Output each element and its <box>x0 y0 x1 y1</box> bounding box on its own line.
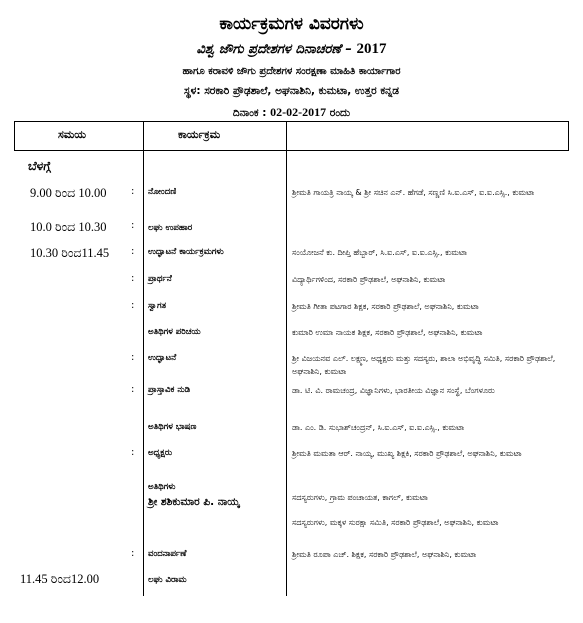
table-right-border <box>568 121 569 151</box>
table-row-details: ವಿದ್ಯಾರ್ಥಿಗಳಿಂದ, ಸರಕಾರಿ ಪ್ರೌಢಶಾಲೆ, ಅಘನಾಶಿನಿ, ಕುಮಟಾ <box>292 275 446 284</box>
table-row-details: ಶ್ರೀ ವಿಜಯನವ ಎಲ್. ಲಕ್ಷ್ಮಣ, ಅಧ್ಯಕ್ಷರು ಮತ್ತು ಸದಸ್ಯರು, ಶಾಲಾ ಅಭಿವೃದ್ಧಿ ಸಮಿತಿ, ಸರಕಾರಿ ಪ್ರೌಢಶಾಲೆ, ಅಘನಾಶಿನಿ, ಕುಮಟಾ <box>292 354 556 376</box>
workshop-line: ಹಾಗೂ ಕರಾವಳಿ ಜೌಗು ಪ್ರದೇಶಗಳ ಸಂರಕ್ಷಣಾ ಮಾಹಿತಿ ಕಾರ್ಯಾಗಾರ <box>182 66 401 77</box>
table-row-details: ಡಾ. ಎಂ. ಡಿ. ಸುಭಾಶ್‌ಚಂದ್ರನ್, ಸಿ.ಐ.ಎಸ್, ಐ.ಐ.ಎಸ್ಸಿ., ಕುಮಟಾ <box>292 423 465 432</box>
row-colon: : <box>131 447 135 458</box>
table-top-border <box>14 121 569 122</box>
row-colon: : <box>131 186 135 197</box>
date-label: ದಿನಾಂಕ : <box>232 107 267 119</box>
table-row-details: ಶ್ರೀಮತಿ ಮಮತಾ ಆರ್. ನಾಯ್ಕ, ಮುಖ್ಯ ಶಿಕ್ಷಕಿ, ಸರಕಾರಿ ಪ್ರೌಢಶಾಲೆ, ಅಘನಾಶಿನಿ, ಕುಮಟಾ <box>292 449 522 458</box>
table-row-program-name: ಶ್ರೀ ಶಶಿಕುಮಾರ ಪಿ. ನಾಯ್ಕ <box>148 496 240 508</box>
date-value: 02-02-2017 <box>270 105 327 119</box>
table-row-time: 9.00 ರಿಂದ 10.00 <box>30 186 107 200</box>
table-row-program: ಲಘು ಉಪಹಾರ <box>148 223 193 233</box>
row-colon: : <box>131 300 135 311</box>
page-title: ಕಾರ್ಯಕ್ರಮಗಳ ವಿವರಗಳು <box>219 14 364 34</box>
row-colon: : <box>131 273 135 284</box>
table-row-details: ಶ್ರೀಮತಿ ಗೀತಾ ಪಟಗಾರ ಶಿಕ್ಷಕ, ಸರಕಾರಿ ಪ್ರೌಢಶಾಲೆ, ಅಘನಾಶಿನಿ, ಕುಮಟಾ <box>292 302 479 311</box>
table-row-details: ಸಂಯೋಜನೆ ಕು. ದೀಪ್ತಿ ಹೆಬ್ಬಾರ್, ಸಿ.ಐ.ಎಸ್, ಐ.ಐ.ಎಸ್ಸಿ., ಕುಮಟಾ <box>292 248 467 257</box>
table-row-time: 11.45 ರಿಂದ12.00 <box>20 572 100 586</box>
table-row-program: ಉದ್ಘಾಟನೆ ಕಾರ್ಯಕ್ರಮಗಳು <box>148 247 224 257</box>
row-colon: : <box>131 246 135 257</box>
date-suffix: ರಂದು <box>329 107 351 119</box>
subtitle-year: 2017 <box>356 41 387 57</box>
page-subtitle <box>0 41 583 58</box>
table-row-program: ಪ್ರಾಸ್ತಾವಿಕ ನುಡಿ <box>148 385 191 395</box>
table-row-details: ಶ್ರೀಮತಿ ರೂಪಾ ಎಚ್. ಶಿಕ್ಷಕ, ಸರಕಾರಿ ಪ್ರೌಢಶಾಲೆ, ಅಘನಾಶಿನಿ, ಕುಮಟಾ <box>292 550 477 559</box>
row-colon: : <box>131 384 135 395</box>
table-row-details: ಕುಮಾರಿ ಉಮಾ ನಾಯಕ ಶಿಕ್ಷಕ, ಸರಕಾರಿ ಪ್ರೌಢಶಾಲೆ, ಅಘನಾಶಿನಿ, ಕುಮಟಾ <box>292 328 483 337</box>
column-divider-program <box>286 121 287 596</box>
table-row-program: ಪ್ರಾರ್ಥನೆ <box>148 274 172 284</box>
column-header-program: ಕಾರ್ಯಕ್ರಮ <box>178 128 221 141</box>
table-row-program: ಸ್ವಾಗತ <box>148 301 167 311</box>
date-line <box>0 105 583 120</box>
table-row-program: ಉದ್ಘಾಟನೆ <box>148 353 177 363</box>
column-header-time: ಸಮಯ <box>58 128 87 141</box>
table-left-border <box>14 121 15 151</box>
table-row-details: ಸದಸ್ಯರುಗಳು, ಮಕ್ಕಳ ಸುರಕ್ಷಾ ಸಮಿತಿ, ಸರಕಾರಿ ಪ್ರೌಢಶಾಲೆ, ಅಘನಾಶಿನಿ, ಕುಮಟಾ <box>292 518 499 527</box>
table-row-details: ಶ್ರೀಮತಿ ಗಾಯತ್ರಿ ನಾಯ್ಕ & ಶ್ರೀ ಸಚಿನ ಎನ್. ಹೆಗಡೆ, ಸಣ್ಣಣಿ ಸಿ.ಐ.ಎಸ್, ಐ.ಐ.ಎಸ್ಸಿ., ಕುಮಟಾ <box>292 188 535 197</box>
venue-line: ಸ್ಥಳ: ಸರಕಾರಿ ಪ್ರೌಢಶಾಲೆ, ಅಘನಾಶಿನಿ, ಕುಮಟಾ, ಉತ್ತರ ಕನ್ನಡ <box>184 85 399 97</box>
table-header-border <box>14 150 569 151</box>
table-row-time: 10.30 ರಿಂದ11.45 <box>30 246 110 260</box>
session-label: ಬೆಳಗ್ಗೆ <box>28 159 51 173</box>
table-row-time: 10.0 ರಿಂದ 10.30 <box>30 220 107 234</box>
row-colon: : <box>131 220 135 231</box>
table-row-program: ನೋಂದಣಿ <box>148 187 177 197</box>
table-row-program: ಅತಿಥಿಗಳ ಪರಿಚಯ <box>148 327 201 337</box>
table-row-program: ವಂದನಾರ್ಪಣೆ <box>148 549 187 559</box>
table-row-program: ಅತಿಥಿಗಳ ಭಾಷಣ <box>148 422 197 432</box>
column-divider-time <box>143 121 144 596</box>
subtitle-text: ವಿಶ್ವ ಜೌಗು ಪ್ರದೇಶಗಳ ದಿನಾಚರಣೆ – <box>196 42 352 57</box>
row-colon: : <box>131 548 135 559</box>
row-colon: : <box>131 352 135 363</box>
table-row-program: ಅತಿಥಿಗಳು <box>148 482 176 492</box>
table-row-details: ಸದಸ್ಯರುಗಳು, ಗ್ರಾಮ ಪಂಚಾಯತ, ಕಾಗಲ್, ಕುಮಟಾ <box>292 493 428 502</box>
table-row-program: ಲಘು ವಿರಾಮ <box>148 575 187 585</box>
table-row-program: ಅಧ್ಯಕ್ಷರು <box>148 448 173 458</box>
table-row-details: ಡಾ. ಟಿ. ವಿ. ರಾಮಚಂದ್ರ, ವಿಜ್ಞಾನಿಗಳು, ಭಾರತೀಯ ವಿಜ್ಞಾನ ಸಂಸ್ಥೆ, ಬೆಂಗಳೂರು <box>292 386 495 395</box>
